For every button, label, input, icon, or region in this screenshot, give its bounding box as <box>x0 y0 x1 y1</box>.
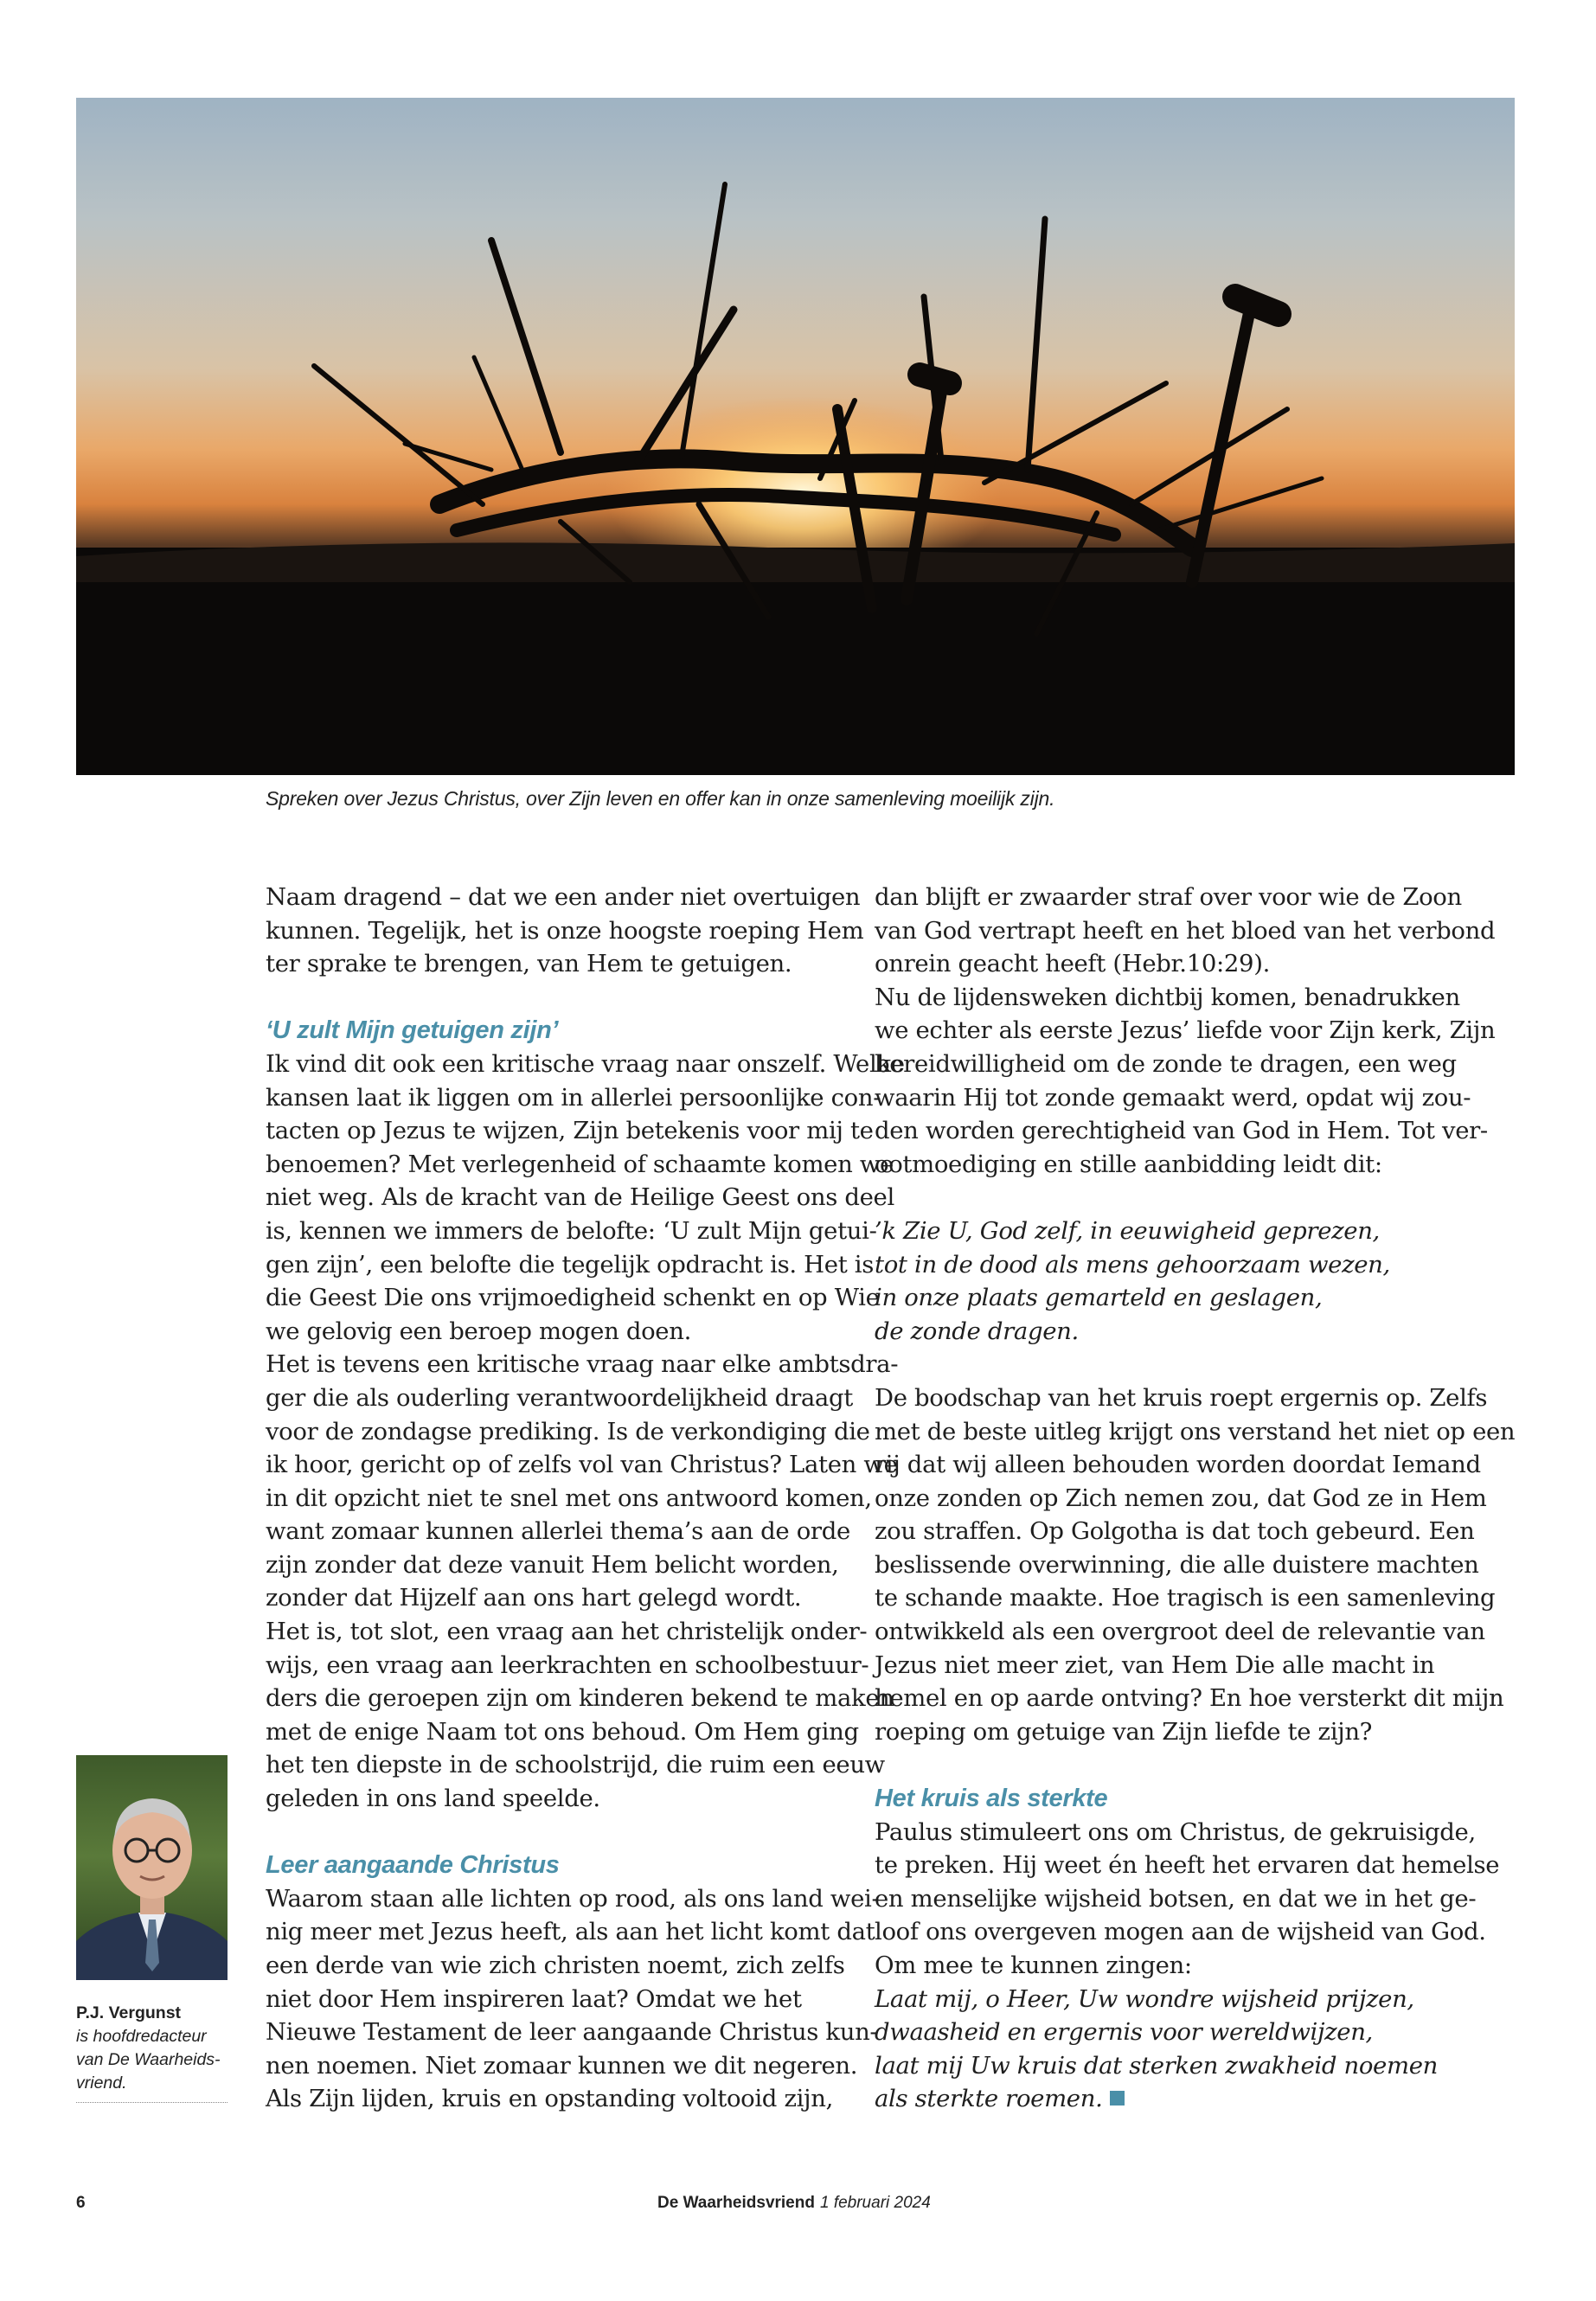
text-line: Het is tevens een kritische vraag naar elke ambtsdra- <box>266 1350 899 1379</box>
text-line: Jezus niet meer ziet, van Hem Die alle macht in <box>875 1650 1435 1679</box>
text-line: hemel en op aarde ontving? En hoe versterkt dit mijn <box>875 1684 1504 1713</box>
text-line: zou straffen. Op Golgotha is dat toch gebeurd. Een <box>875 1517 1475 1546</box>
text-line: het ten diepste in de schoolstrijd, die ruim een eeuw <box>266 1751 885 1779</box>
poem-line: in onze plaats gemarteld en geslagen, <box>875 1284 1323 1312</box>
hero-photo <box>76 98 1515 775</box>
text-line: bereidwilligheid om de zonde te dragen, een weg <box>875 1049 1457 1078</box>
author-caption <box>76 2002 228 2103</box>
page-number: 6 <box>76 2194 86 2212</box>
poem-line-text: als sterkte roemen. <box>875 2085 1103 2113</box>
section-heading: ‘U zult Mijn getuigen zijn’ <box>266 1016 559 1045</box>
text-line: kansen laat ik liggen om in allerlei persoonlijke con- <box>266 1083 881 1112</box>
text-line: zonder dat Hijzelf aan ons hart gelegd wordt. <box>266 1584 802 1612</box>
text-line: dan blijft er zwaarder straf over voor wie de Zoon <box>875 883 1462 911</box>
text-line: we echter als eerste Jezus’ liefde voor Zijn kerk, Zijn <box>875 1016 1496 1045</box>
text-line: den worden gerechtigheid van God in Hem. Tot ver- <box>875 1117 1488 1145</box>
text-line: Paulus stimuleert ons om Christus, de gekruisigde, <box>875 1817 1476 1846</box>
section-heading: Het kruis als sterkte <box>875 1785 1108 1813</box>
text-line: tacten op Jezus te wijzen, Zijn betekenis voor mij te <box>266 1117 874 1145</box>
text-line: zijn zonder dat deze vanuit Hem belicht worden, <box>266 1550 839 1579</box>
crown-of-thorns-illustration <box>76 98 1515 775</box>
poem-line-last <box>875 2082 1463 2116</box>
text-line: Ik vind dit ook een kritische vraag naar onszelf. Welke <box>266 1049 905 1078</box>
text-line: Om mee te kunnen zingen: <box>875 1952 1192 1979</box>
text-line: met de enige Naam tot ons behoud. Om Hem ging <box>266 1717 859 1746</box>
right-column <box>875 881 1516 2116</box>
photo-caption: Spreken over Jezus Christus, over Zijn leven en offer kan in onze samenleving moeilijk zijn. <box>266 787 1055 810</box>
author-role: is hoofdredacteur van De Waarheids- vriend. <box>76 2027 221 2093</box>
text-line: ger die als ouderling verantwoordelijkheid draagt <box>266 1383 853 1412</box>
text-line: benoemen? Met verlegenheid of schaamte komen we <box>266 1150 894 1178</box>
text-line: nig meer met Jezus heeft, als aan het licht komt dat <box>266 1918 875 1946</box>
text-line: want zomaar kunnen allerlei thema’s aan de orde <box>266 1517 850 1546</box>
text-line: ik hoor, gericht op of zelfs vol van Christus? Laten we <box>266 1451 898 1479</box>
text-line: waarin Hij tot zonde gemaakt werd, opdat wij zou- <box>875 1083 1471 1112</box>
issue-date: 1 februari 2024 <box>819 2194 931 2212</box>
author-name: P.J. Vergunst <box>76 2003 182 2022</box>
text-line: nen noemen. Niet zomaar kunnen we dit negeren. <box>266 2051 858 2080</box>
poem-line: de zonde dragen. <box>875 1317 1079 1345</box>
text-line: is, kennen we immers de belofte: ‘U zult Mijn getui- <box>266 1216 877 1245</box>
text-line: ontwikkeld als een overgroot deel de relevantie van <box>875 1618 1485 1646</box>
section-heading: Leer aangaande Christus <box>266 1851 560 1880</box>
text-line: wijs, een vraag aan leerkrachten en schoolbestuur- <box>266 1650 869 1679</box>
text-line: Nieuwe Testament de leer aangaande Christus kun- <box>266 2018 878 2047</box>
author-portrait-illustration <box>76 1755 228 1980</box>
text-line: roeping om getuige van Zijn liefde te zijn? <box>875 1717 1373 1746</box>
poem-line: dwaasheid en ergernis voor wereldwijzen, <box>875 2018 1373 2047</box>
text-line: Waarom staan alle lichten op rood, als ons land wei- <box>266 1884 880 1913</box>
footer-publication <box>657 2194 931 2213</box>
text-line: ootmoediging en stille aanbidding leidt dit: <box>875 1150 1382 1178</box>
text-line: ter sprake te brengen, van Hem te getuigen. <box>266 950 792 978</box>
text-line: kunnen. Tegelijk, het is onze hoogste roeping Hem <box>266 916 864 945</box>
poem-line: laat mij Uw kruis dat sterken zwakheid noemen <box>875 2051 1438 2080</box>
text-line: geleden in ons land speelde. <box>266 1785 600 1813</box>
text-line: onze zonden op Zich nemen zou, dat God ze in Hem <box>875 1484 1487 1512</box>
text-line: niet door Hem inspireren laat? Omdat we het <box>266 1984 802 2013</box>
text-line: loof ons overgeven mogen aan de wijsheid van God. <box>875 1918 1486 1946</box>
text-line: te preken. Hij weet én heeft het ervaren dat hemelse <box>875 1851 1500 1880</box>
poem-line: tot in de dood als mens gehoorzaam wezen, <box>875 1250 1390 1279</box>
text-line: De boodschap van het kruis roept ergernis op. Zelfs <box>875 1383 1488 1412</box>
text-line: voor de zondagse prediking. Is de verkondiging die <box>266 1417 870 1445</box>
text-line: te schande maakte. Hoe tragisch is een samenleving <box>875 1584 1496 1612</box>
left-column <box>266 881 905 2116</box>
text-line: we gelovig een beroep mogen doen. <box>266 1317 691 1345</box>
text-line: onrein geacht heeft (Hebr.10:29). <box>875 950 1270 978</box>
text-line: een derde van wie zich christen noemt, zich zelfs <box>266 1952 845 1979</box>
text-line: die Geest Die ons vrijmoedigheid schenkt en op Wie <box>266 1284 880 1312</box>
text-line: beslissende overwinning, die alle duistere machten <box>875 1550 1479 1579</box>
text-line: in dit opzicht niet te snel met ons antwoord komen, <box>266 1484 872 1512</box>
magazine-name: De Waarheidsvriend <box>657 2194 815 2212</box>
text-line: en menselijke wijsheid botsen, en dat we in het ge- <box>875 1884 1477 1913</box>
poem-line: Laat mij, o Heer, Uw wondre wijsheid prijzen, <box>875 1984 1414 2013</box>
text-line: rij dat wij alleen behouden worden doordat Iemand <box>875 1451 1481 1479</box>
end-of-article-icon <box>1110 2091 1125 2106</box>
author-photo <box>76 1755 228 1980</box>
text-line: ders die geroepen zijn om kinderen bekend te maken <box>266 1684 894 1713</box>
poem-line: ’k Zie U, God zelf, in eeuwigheid geprezen, <box>875 1216 1380 1245</box>
text-line: Naam dragend – dat we een ander niet overtuigen <box>266 883 861 911</box>
text-line: van God vertrapt heeft en het bloed van het verbond <box>875 916 1496 945</box>
text-line: Het is, tot slot, een vraag aan het christelijk onder- <box>266 1618 868 1646</box>
text-line: Als Zijn lijden, kruis en opstanding voltooid zijn, <box>266 2085 833 2113</box>
text-line: Nu de lijdensweken dichtbij komen, benadrukken <box>875 983 1460 1011</box>
text-line: gen zijn’, een belofte die tegelijk opdracht is. Het is <box>266 1250 875 1279</box>
text-line: niet weg. Als de kracht van de Heilige Geest ons deel <box>266 1183 894 1212</box>
text-line: met de beste uitleg krijgt ons verstand het niet op een <box>875 1417 1516 1445</box>
